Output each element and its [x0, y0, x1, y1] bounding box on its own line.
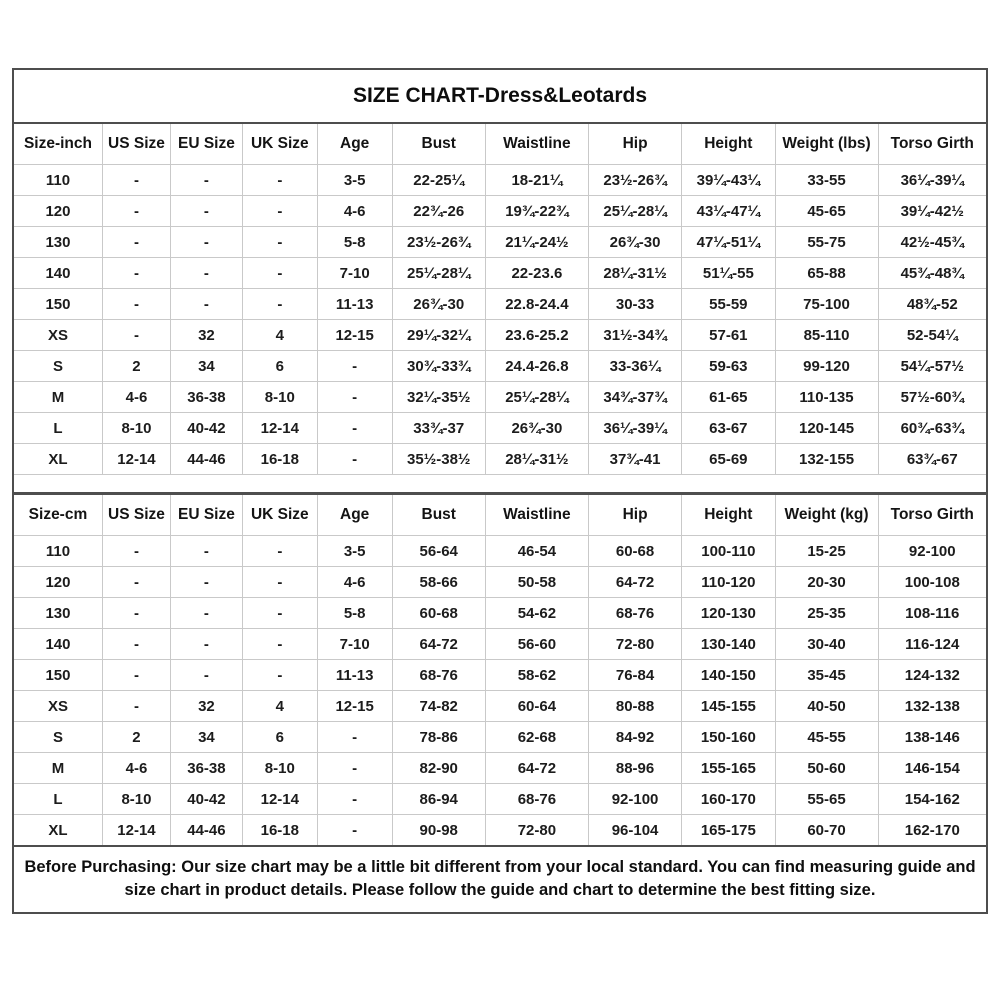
table-cell: - [102, 320, 170, 351]
table-cell: 108-116 [878, 598, 986, 629]
table-cell: - [170, 567, 242, 598]
table-cell: 96-104 [588, 815, 681, 846]
table-cell: 46-54 [485, 536, 588, 567]
table-cell: 25¼-28¼ [485, 382, 588, 413]
table-row [14, 660, 986, 691]
column-header: EU Size [170, 124, 242, 165]
table-cell: 110 [14, 165, 102, 196]
table-cell: 76-84 [588, 660, 681, 691]
table-cell: 55-75 [775, 227, 878, 258]
footer-note-line-1: Before Purchasing: Our size chart may be a little bit different from your local standard. You can find measuring guide and [24, 858, 976, 876]
table-cell: XL [14, 815, 102, 846]
table-cell: L [14, 413, 102, 444]
table-cell: 30¾-33¾ [392, 351, 485, 382]
table-row [14, 227, 986, 258]
table-cell: 2 [102, 351, 170, 382]
table-cell: 52-54¼ [878, 320, 986, 351]
table-row [14, 196, 986, 227]
table-cell: 28¼-31½ [485, 444, 588, 475]
table-cell: 150 [14, 660, 102, 691]
table-cell: - [170, 660, 242, 691]
header-row [14, 124, 986, 165]
table-cell: S [14, 351, 102, 382]
table-cell: 58-62 [485, 660, 588, 691]
table-cell: - [242, 289, 317, 320]
table-cell: 44-46 [170, 815, 242, 846]
table-cell: 140 [14, 258, 102, 289]
table-cell: 65-88 [775, 258, 878, 289]
table-cell: 36-38 [170, 753, 242, 784]
table-cell: 130 [14, 227, 102, 258]
table-cell: 75-100 [775, 289, 878, 320]
table-cell: 61-65 [682, 382, 775, 413]
table-cell: 63-67 [682, 413, 775, 444]
table-row [14, 444, 986, 475]
table-cell: 34 [170, 351, 242, 382]
column-header: Bust [392, 124, 485, 165]
table-cell: 40-42 [170, 413, 242, 444]
table-cell: XS [14, 691, 102, 722]
table-cell: 4-6 [102, 382, 170, 413]
table-cell: 124-132 [878, 660, 986, 691]
table-row [14, 598, 986, 629]
table-cell: - [317, 753, 392, 784]
table-cell: 15-25 [775, 536, 878, 567]
table-cell: M [14, 753, 102, 784]
table-cell: - [102, 227, 170, 258]
table-cell: - [317, 722, 392, 753]
column-header: Hip [588, 495, 681, 536]
table-cell: - [102, 258, 170, 289]
table-cell: 31½-34¾ [588, 320, 681, 351]
table-cell: 32¼-35½ [392, 382, 485, 413]
table-cell: 39¼-42½ [878, 196, 986, 227]
column-header: Height [682, 495, 775, 536]
size-chart-panel [12, 68, 988, 914]
table-row [14, 258, 986, 289]
table-cell: 120 [14, 567, 102, 598]
table-cell: 63¾-67 [878, 444, 986, 475]
table-cell: 22.8-24.4 [485, 289, 588, 320]
table-cell: 8-10 [242, 753, 317, 784]
table-cell: - [102, 536, 170, 567]
table-cell: 22-25¼ [392, 165, 485, 196]
column-header: UK Size [242, 495, 317, 536]
table-row [14, 722, 986, 753]
size-table-inch [14, 124, 986, 474]
table-cell: 92-100 [878, 536, 986, 567]
table-cell: 51¼-55 [682, 258, 775, 289]
table-cell: - [102, 567, 170, 598]
table-cell: - [317, 815, 392, 846]
table-cell: 90-98 [392, 815, 485, 846]
table-row [14, 536, 986, 567]
table-cell: 43¼-47¼ [682, 196, 775, 227]
table-cell: 82-90 [392, 753, 485, 784]
table-cell: - [170, 165, 242, 196]
table-cell: 32 [170, 691, 242, 722]
page-title: SIZE CHART-Dress&Leotards [14, 70, 986, 124]
table-cell: - [317, 382, 392, 413]
table-row [14, 165, 986, 196]
column-header: Torso Girth [878, 124, 986, 165]
table-cell: 162-170 [878, 815, 986, 846]
table-cell: 74-82 [392, 691, 485, 722]
table-cell: - [102, 165, 170, 196]
column-header: Weight (lbs) [775, 124, 878, 165]
table-cell: 16-18 [242, 815, 317, 846]
table-cell: 23½-26¾ [588, 165, 681, 196]
table-cell: 56-60 [485, 629, 588, 660]
table-cell: - [242, 598, 317, 629]
table-cell: 12-15 [317, 320, 392, 351]
column-header: US Size [102, 495, 170, 536]
table-cell: 47¼-51¼ [682, 227, 775, 258]
table-cell: - [170, 598, 242, 629]
table-cell: 5-8 [317, 598, 392, 629]
table-row [14, 691, 986, 722]
table-cell: 85-110 [775, 320, 878, 351]
table-cell: 150 [14, 289, 102, 320]
table-cell: 86-94 [392, 784, 485, 815]
table-cell: 40-50 [775, 691, 878, 722]
table-row [14, 815, 986, 846]
table-cell: - [170, 629, 242, 660]
column-header: Size-inch [14, 124, 102, 165]
table-cell: 64-72 [588, 567, 681, 598]
table-cell: 12-14 [242, 784, 317, 815]
table-cell: 60-70 [775, 815, 878, 846]
table-cell: L [14, 784, 102, 815]
table-cell: 120 [14, 196, 102, 227]
table-cell: 60-68 [392, 598, 485, 629]
table-cell: 64-72 [392, 629, 485, 660]
table-cell: 165-175 [682, 815, 775, 846]
table-cell: 54-62 [485, 598, 588, 629]
table-cell: 12-14 [102, 815, 170, 846]
table-cell: 110-135 [775, 382, 878, 413]
table-cell: 68-76 [485, 784, 588, 815]
table-cell: 88-96 [588, 753, 681, 784]
table-cell: 36¼-39¼ [878, 165, 986, 196]
table-cell: 25¼-28¼ [588, 196, 681, 227]
table-cell: 65-69 [682, 444, 775, 475]
table-cell: 7-10 [317, 258, 392, 289]
table-cell: 33¾-37 [392, 413, 485, 444]
table-cell: 140-150 [682, 660, 775, 691]
table-cell: 110-120 [682, 567, 775, 598]
table-cell: 78-86 [392, 722, 485, 753]
table-cell: 155-165 [682, 753, 775, 784]
column-header: UK Size [242, 124, 317, 165]
table-cell: 120-130 [682, 598, 775, 629]
footer-note-line-2: size chart in product details. Please follow the guide and chart to determine the best fitting size. [124, 881, 876, 900]
table-cell: S [14, 722, 102, 753]
table-cell: - [317, 413, 392, 444]
table-cell: 7-10 [317, 629, 392, 660]
table-cell: - [102, 660, 170, 691]
table-cell: 4-6 [317, 567, 392, 598]
table-cell: - [102, 598, 170, 629]
table-cell: - [102, 629, 170, 660]
table-cell: 72-80 [588, 629, 681, 660]
table-row [14, 320, 986, 351]
column-header: Height [682, 124, 775, 165]
table-cell: 132-155 [775, 444, 878, 475]
table-cell: - [242, 567, 317, 598]
header-row [14, 495, 986, 536]
table-cell: 68-76 [392, 660, 485, 691]
table-cell: 35-45 [775, 660, 878, 691]
table-cell: 45-55 [775, 722, 878, 753]
column-header: Waistline [485, 495, 588, 536]
table-cell: 36¼-39¼ [588, 413, 681, 444]
table-cell: 39¼-43¼ [682, 165, 775, 196]
table-row [14, 413, 986, 444]
table-cell: 45¾-48¾ [878, 258, 986, 289]
table-cell: 30-33 [588, 289, 681, 320]
table-cell: 5-8 [317, 227, 392, 258]
table-cell: 56-64 [392, 536, 485, 567]
column-header: Torso Girth [878, 495, 986, 536]
table-cell: - [317, 784, 392, 815]
table-cell: - [242, 629, 317, 660]
column-header: Bust [392, 495, 485, 536]
table-cell: 48¾-52 [878, 289, 986, 320]
table-cell: - [170, 289, 242, 320]
table-cell: 132-138 [878, 691, 986, 722]
table-cell: 60-64 [485, 691, 588, 722]
table-cell: 37¾-41 [588, 444, 681, 475]
table-cell: 84-92 [588, 722, 681, 753]
table-row [14, 289, 986, 320]
table-row [14, 351, 986, 382]
table-cell: 60-68 [588, 536, 681, 567]
table-divider [14, 474, 986, 495]
table-cell: 28¼-31½ [588, 258, 681, 289]
table-cell: 80-88 [588, 691, 681, 722]
table-cell: 6 [242, 722, 317, 753]
table-row [14, 753, 986, 784]
table-cell: 138-146 [878, 722, 986, 753]
table-cell: 44-46 [170, 444, 242, 475]
table-cell: 99-120 [775, 351, 878, 382]
table-cell: 26¾-30 [588, 227, 681, 258]
table-cell: - [317, 444, 392, 475]
table-cell: - [242, 165, 317, 196]
table-cell: 45-65 [775, 196, 878, 227]
table-cell: XS [14, 320, 102, 351]
column-header: US Size [102, 124, 170, 165]
table-cell: 57-61 [682, 320, 775, 351]
table-cell: 20-30 [775, 567, 878, 598]
table-row [14, 382, 986, 413]
table-cell: 4 [242, 320, 317, 351]
table-cell: 100-108 [878, 567, 986, 598]
table-cell: 160-170 [682, 784, 775, 815]
table-cell: 21¼-24½ [485, 227, 588, 258]
column-header: Age [317, 495, 392, 536]
table-cell: 42½-45¾ [878, 227, 986, 258]
table-cell: 100-110 [682, 536, 775, 567]
column-header: Age [317, 124, 392, 165]
table-cell: 64-72 [485, 753, 588, 784]
table-cell: 11-13 [317, 660, 392, 691]
table-cell: 150-160 [682, 722, 775, 753]
table-cell: 60¾-63¾ [878, 413, 986, 444]
table-cell: 145-155 [682, 691, 775, 722]
table-cell: 154-162 [878, 784, 986, 815]
table-cell: 32 [170, 320, 242, 351]
table-cell: 140 [14, 629, 102, 660]
table-cell: 92-100 [588, 784, 681, 815]
table-row [14, 784, 986, 815]
table-cell: - [170, 227, 242, 258]
table-cell: 26¾-30 [485, 413, 588, 444]
table-cell: 72-80 [485, 815, 588, 846]
table-cell: 26¾-30 [392, 289, 485, 320]
table-cell: 18-21¼ [485, 165, 588, 196]
table-cell: 12-14 [102, 444, 170, 475]
table-cell: 8-10 [102, 784, 170, 815]
table-cell: 130 [14, 598, 102, 629]
table-cell: - [102, 289, 170, 320]
table-cell: XL [14, 444, 102, 475]
table-cell: 68-76 [588, 598, 681, 629]
table-cell: 2 [102, 722, 170, 753]
table-cell: 120-145 [775, 413, 878, 444]
table-cell: 16-18 [242, 444, 317, 475]
table-cell: - [102, 196, 170, 227]
table-cell: 110 [14, 536, 102, 567]
table-cell: 25¼-28¼ [392, 258, 485, 289]
table-cell: 29¼-32¼ [392, 320, 485, 351]
table-cell: 116-124 [878, 629, 986, 660]
table-cell: 59-63 [682, 351, 775, 382]
table-row [14, 629, 986, 660]
table-cell: 4 [242, 691, 317, 722]
table-cell: 33-55 [775, 165, 878, 196]
table-cell: 58-66 [392, 567, 485, 598]
table-cell: 3-5 [317, 165, 392, 196]
table-cell: 57½-60¾ [878, 382, 986, 413]
footer-note [14, 845, 986, 912]
table-cell: 34 [170, 722, 242, 753]
column-header: EU Size [170, 495, 242, 536]
table-cell: 4-6 [317, 196, 392, 227]
table-cell: 23½-26¾ [392, 227, 485, 258]
table-cell: 22¾-26 [392, 196, 485, 227]
table-cell: 22-23.6 [485, 258, 588, 289]
table-cell: 50-60 [775, 753, 878, 784]
column-header: Weight (kg) [775, 495, 878, 536]
table-row [14, 567, 986, 598]
column-header: Hip [588, 124, 681, 165]
table-cell: 4-6 [102, 753, 170, 784]
table-cell: 6 [242, 351, 317, 382]
table-cell: 40-42 [170, 784, 242, 815]
column-header: Size-cm [14, 495, 102, 536]
table-cell: 19¾-22¾ [485, 196, 588, 227]
size-table-cm [14, 495, 986, 845]
table-cell: - [242, 536, 317, 567]
table-cell: - [170, 536, 242, 567]
table-cell: - [102, 691, 170, 722]
table-cell: - [242, 660, 317, 691]
table-cell: - [170, 258, 242, 289]
table-cell: - [317, 351, 392, 382]
table-cell: 23.6-25.2 [485, 320, 588, 351]
table-cell: 33-36¼ [588, 351, 681, 382]
table-cell: 34¾-37¾ [588, 382, 681, 413]
table-cell: 11-13 [317, 289, 392, 320]
table-cell: 8-10 [102, 413, 170, 444]
table-cell: 55-65 [775, 784, 878, 815]
table-cell: - [242, 196, 317, 227]
table-cell: 35½-38½ [392, 444, 485, 475]
table-cell: 146-154 [878, 753, 986, 784]
table-cell: 55-59 [682, 289, 775, 320]
table-cell: 3-5 [317, 536, 392, 567]
table-cell: - [170, 196, 242, 227]
table-cell: - [242, 258, 317, 289]
table-cell: 36-38 [170, 382, 242, 413]
table-cell: 8-10 [242, 382, 317, 413]
table-cell: 12-14 [242, 413, 317, 444]
table-cell: 25-35 [775, 598, 878, 629]
table-cell: 30-40 [775, 629, 878, 660]
table-cell: 130-140 [682, 629, 775, 660]
table-cell: 12-15 [317, 691, 392, 722]
table-cell: 24.4-26.8 [485, 351, 588, 382]
table-cell: 54¼-57½ [878, 351, 986, 382]
table-cell: - [242, 227, 317, 258]
table-cell: 50-58 [485, 567, 588, 598]
column-header: Waistline [485, 124, 588, 165]
table-cell: 62-68 [485, 722, 588, 753]
table-cell: M [14, 382, 102, 413]
